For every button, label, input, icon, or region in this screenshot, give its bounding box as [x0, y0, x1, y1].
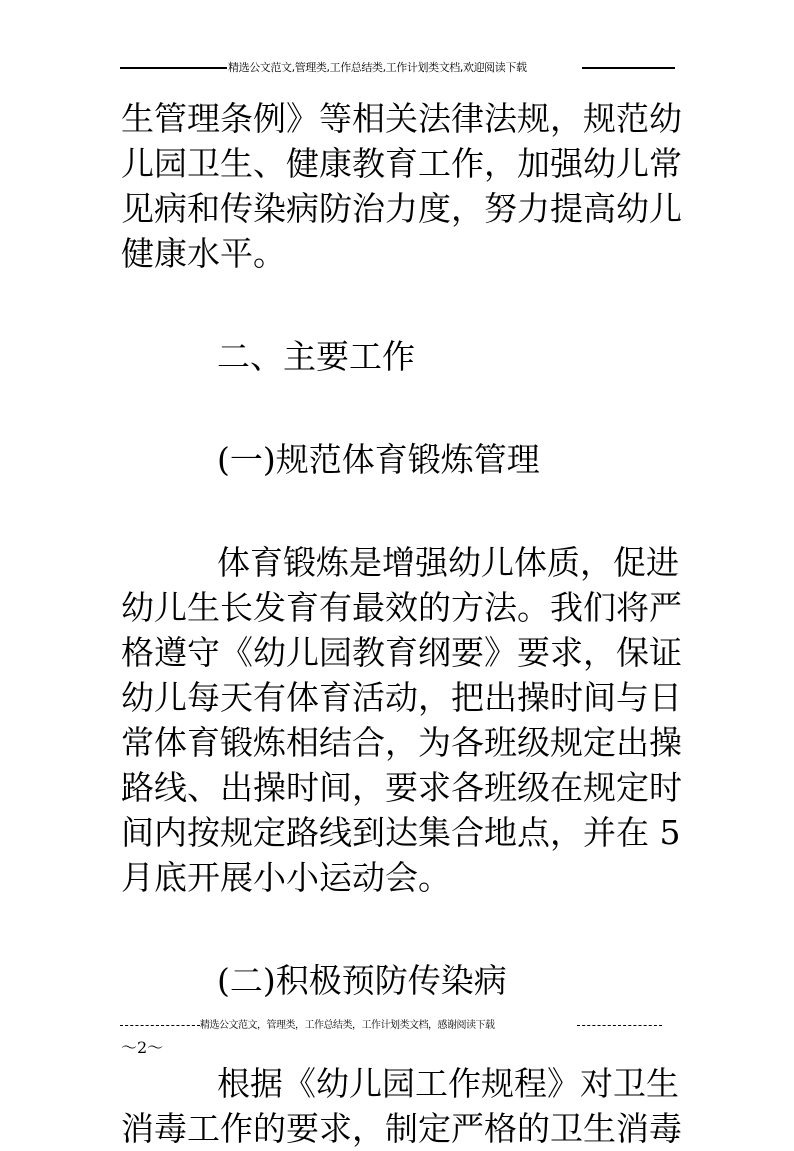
footer-rule-left: [120, 1025, 200, 1026]
header-rule-right: [582, 67, 675, 69]
paragraph-line: 常体育锻炼相结合，为各班级规定出操: [121, 723, 682, 762]
paragraph-line: 路线、出操时间，要求各班级在规定时: [121, 768, 682, 807]
paragraph-line: 生管理条例》等相关法律法规，规范幼: [121, 99, 682, 138]
paragraph-line: 见病和传染病防治力度，努力提高幼儿: [121, 189, 682, 228]
page-number: ～2～: [121, 1038, 164, 1057]
paragraph-line: 儿园卫生、健康教育工作，加强幼儿常: [121, 144, 682, 183]
paragraph-line: 根据《幼儿园工作规程》对卫生: [217, 1064, 679, 1103]
paragraph-line: 月底开展小小运动会。: [121, 858, 451, 897]
header-rule-left: [120, 67, 227, 69]
header-text: 精选公文范文,管理类,工作总结类,工作计划类文档,欢迎阅读下载: [228, 61, 527, 74]
paragraph-line: 格遵守《幼儿园教育纲要》要求，保证: [121, 633, 682, 672]
footer-text: 精选公文范文，管理类，工作总结类，工作计划类文档，感谢阅读下载: [200, 1020, 495, 1031]
paragraph-line: 幼儿生长发育有最效的方法。我们将严: [121, 588, 682, 627]
footer-rule-right: [577, 1025, 662, 1026]
subsection-heading: (二)积极预防传染病: [217, 961, 507, 1000]
subsection-heading: (一)规范体育锻炼管理: [217, 440, 540, 479]
document-body: [121, 96, 682, 1151]
paragraph-line: 幼儿每天有体育活动，把出操时间与日: [121, 678, 682, 717]
section-heading: 二、主要工作: [217, 337, 415, 376]
paragraph-line: 健康水平。: [121, 234, 286, 273]
page-footer: [120, 1016, 662, 1036]
paragraph-line: 体育锻炼是增强幼儿体质，促进: [217, 543, 679, 582]
paragraph-line: 消毒工作的要求，制定严格的卫生消毒: [121, 1109, 682, 1148]
page-header: [120, 58, 675, 78]
paragraph-line: 间内按规定路线到达集合地点，并在 5: [121, 813, 681, 852]
